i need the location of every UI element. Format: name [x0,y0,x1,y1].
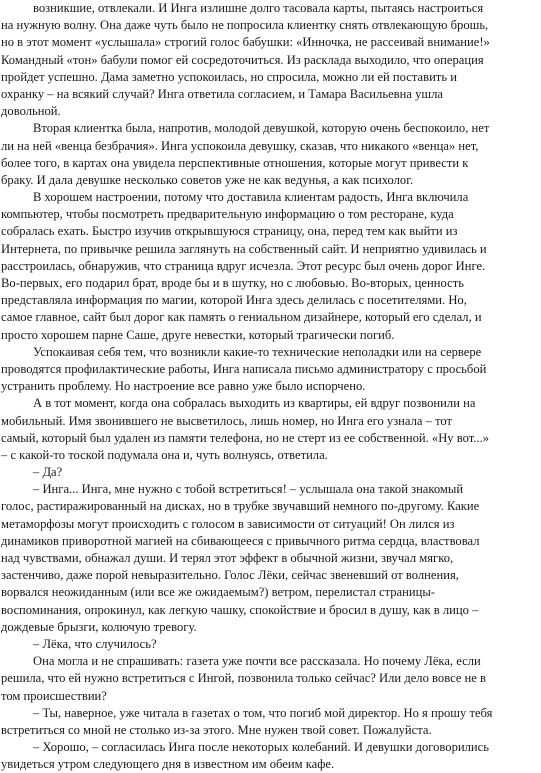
text-line: – Да? [33,465,63,480]
text-line: В хорошем настроении, потому что доставила клиентам радость, Инга включила [33,190,469,205]
text-line: самое главное, сайт был дорог как память о гениальном дизайнере, который его сделал, и [1,310,482,325]
text-line: устранить проблему. Но настроение все равно уже было испорчено. [1,379,366,394]
text-line: на нужную волну. Она даже чуть было не попросила клиентку снять отвлекающую брошь, [1,18,489,33]
text-line: – Инга... Инга, мне нужно с тобой встретиться! – услышала она такой знакомый [33,482,464,497]
text-line: – с какой-то тоской подумала она и, чуть волнуясь, ответила. [1,447,328,462]
text-line: встретиться со мной не столько из-за этого. Мне нужен твой совет. Пожалуйста. [1,722,432,737]
text-line: дождевые брызги, колючую тревогу. [1,619,197,634]
text-line: мобильный. Имя звонившего не высветилось, лишь номер, но Инга его узнала – тот [1,413,453,428]
text-line: динамиков приворотной магией на сбивающееся с привычного ритма сердца, властвовал [1,533,480,548]
text-line: собралась ехать. Быстро изучив открывшуюся страницу, она, перед тем как выйти из [1,224,458,239]
text-line: просто хорошем парне Саше, друге невестки, который трагически погиб. [1,327,395,342]
text-line: голос, растиражированный на дисках, но в трубке звучавший немного по-другому. Какие [1,499,480,514]
text-line: но в этот момент «услышала» строгий голос бабушки: «Инночка, не рассеивай внимание!» [1,35,490,50]
text-line: Она могла и не спрашивать: газета уже почти все рассказала. Но почему Лёка, если [33,654,481,669]
text-line: ли на ней «венца безбрачия». Инга успокоила девушку, сказав, что никакого «венца» нет, [1,138,479,153]
text-line: более того, в картах она увидела перспективные отношения, которые могут привести к [1,155,469,170]
text-line: застенчиво, даже порой невыразительно. Голос Лёки, сейчас звеневший от волнения, [1,568,459,583]
text-line: самый, который был удален из памяти телефона, но не стерт из ее собственной. «Ну вот...» [1,430,490,445]
text-line: над чувствами, обнажал души. И терял этот эффект в обычной жизни, звучал мягко, [1,551,454,565]
text-line: – Лёка, что случилось? [33,636,157,651]
text-line: довольной. [1,104,61,119]
text-line: ворвался неожиданным (или все же ожидаемым?) ветром, перелистал страницы- [1,585,436,600]
text-line: метаморфозы могут происходить с голосом в зависимости от ситуаций! Он лился из [1,516,455,531]
text-line: Успокаивая себя тем, что возникли какие-то технические неполадки или на сервере [33,344,482,359]
text-line: Командный «тон» бабули помог ей сосредоточиться. Из расклада выходило, что операция [1,52,484,67]
text-line: представляла информация по магии, которой Инга здесь делилась с посетителями. Но, [1,293,467,308]
text-line: том происшествии? [1,688,107,703]
text-line: расстроилась, обнаружив, что страница вдруг исчезла. Этот ресурс был очень дорог Инге. [1,258,486,273]
text-line: проводятся профилактические работы, Инга написала письмо администратору с просьбой [1,361,487,376]
text-line: Интернета, по привычке решила заглянуть на собственный сайт. И неприятно удивилась и [1,241,487,256]
text-line: Во-первых, его подарил брат, вроде бы и в шутку, но с любовью. Во-вторых, ценность [1,276,464,290]
text-line: – Ты, наверное, уже читала в газетах о том, что погиб мой директор. Но я прошу тебя [33,705,493,720]
text-line: увидеться утром следующего дня в известном им обеим кафе. [1,757,335,772]
text-line: – Хорошо, – согласилась Инга после некоторых колебаний. И девушки договорились [33,740,489,755]
text-line: решила, что ей нужно встретиться с Ингой, позвонила только сейчас? Или дело вовсе не в [1,671,486,686]
text-line: воспоминания, опрокинул, как легкую чашку, спокойствие и бросил в душу, как в лицо – [1,602,479,617]
text-line: охранку – на всякий случай? Инга ответила согласием, и Тамара Васильевна ушла [1,86,443,101]
text-line: компьютер, чтобы посмотреть предварительную информацию о том ресторане, куда [1,207,454,222]
text-line: возникшие, отвлекали. И Инга излишне долго тасовала карты, пытаясь настроиться [33,1,484,15]
text-line: А в тот момент, когда она собралась выходить из квартиры, ей вдруг позвонили на [33,396,476,411]
text-line: пройдет успешно. Дама заметно успокоилась, но спросила, можно ли ей поставить и [1,69,457,84]
text-line: Вторая клиентка была, напротив, молодой девушкой, которую очень беспокоило, нет [33,121,490,136]
text-line: браку. И дала девушке несколько советов уже не как ведунья, а как психолог. [1,172,414,187]
